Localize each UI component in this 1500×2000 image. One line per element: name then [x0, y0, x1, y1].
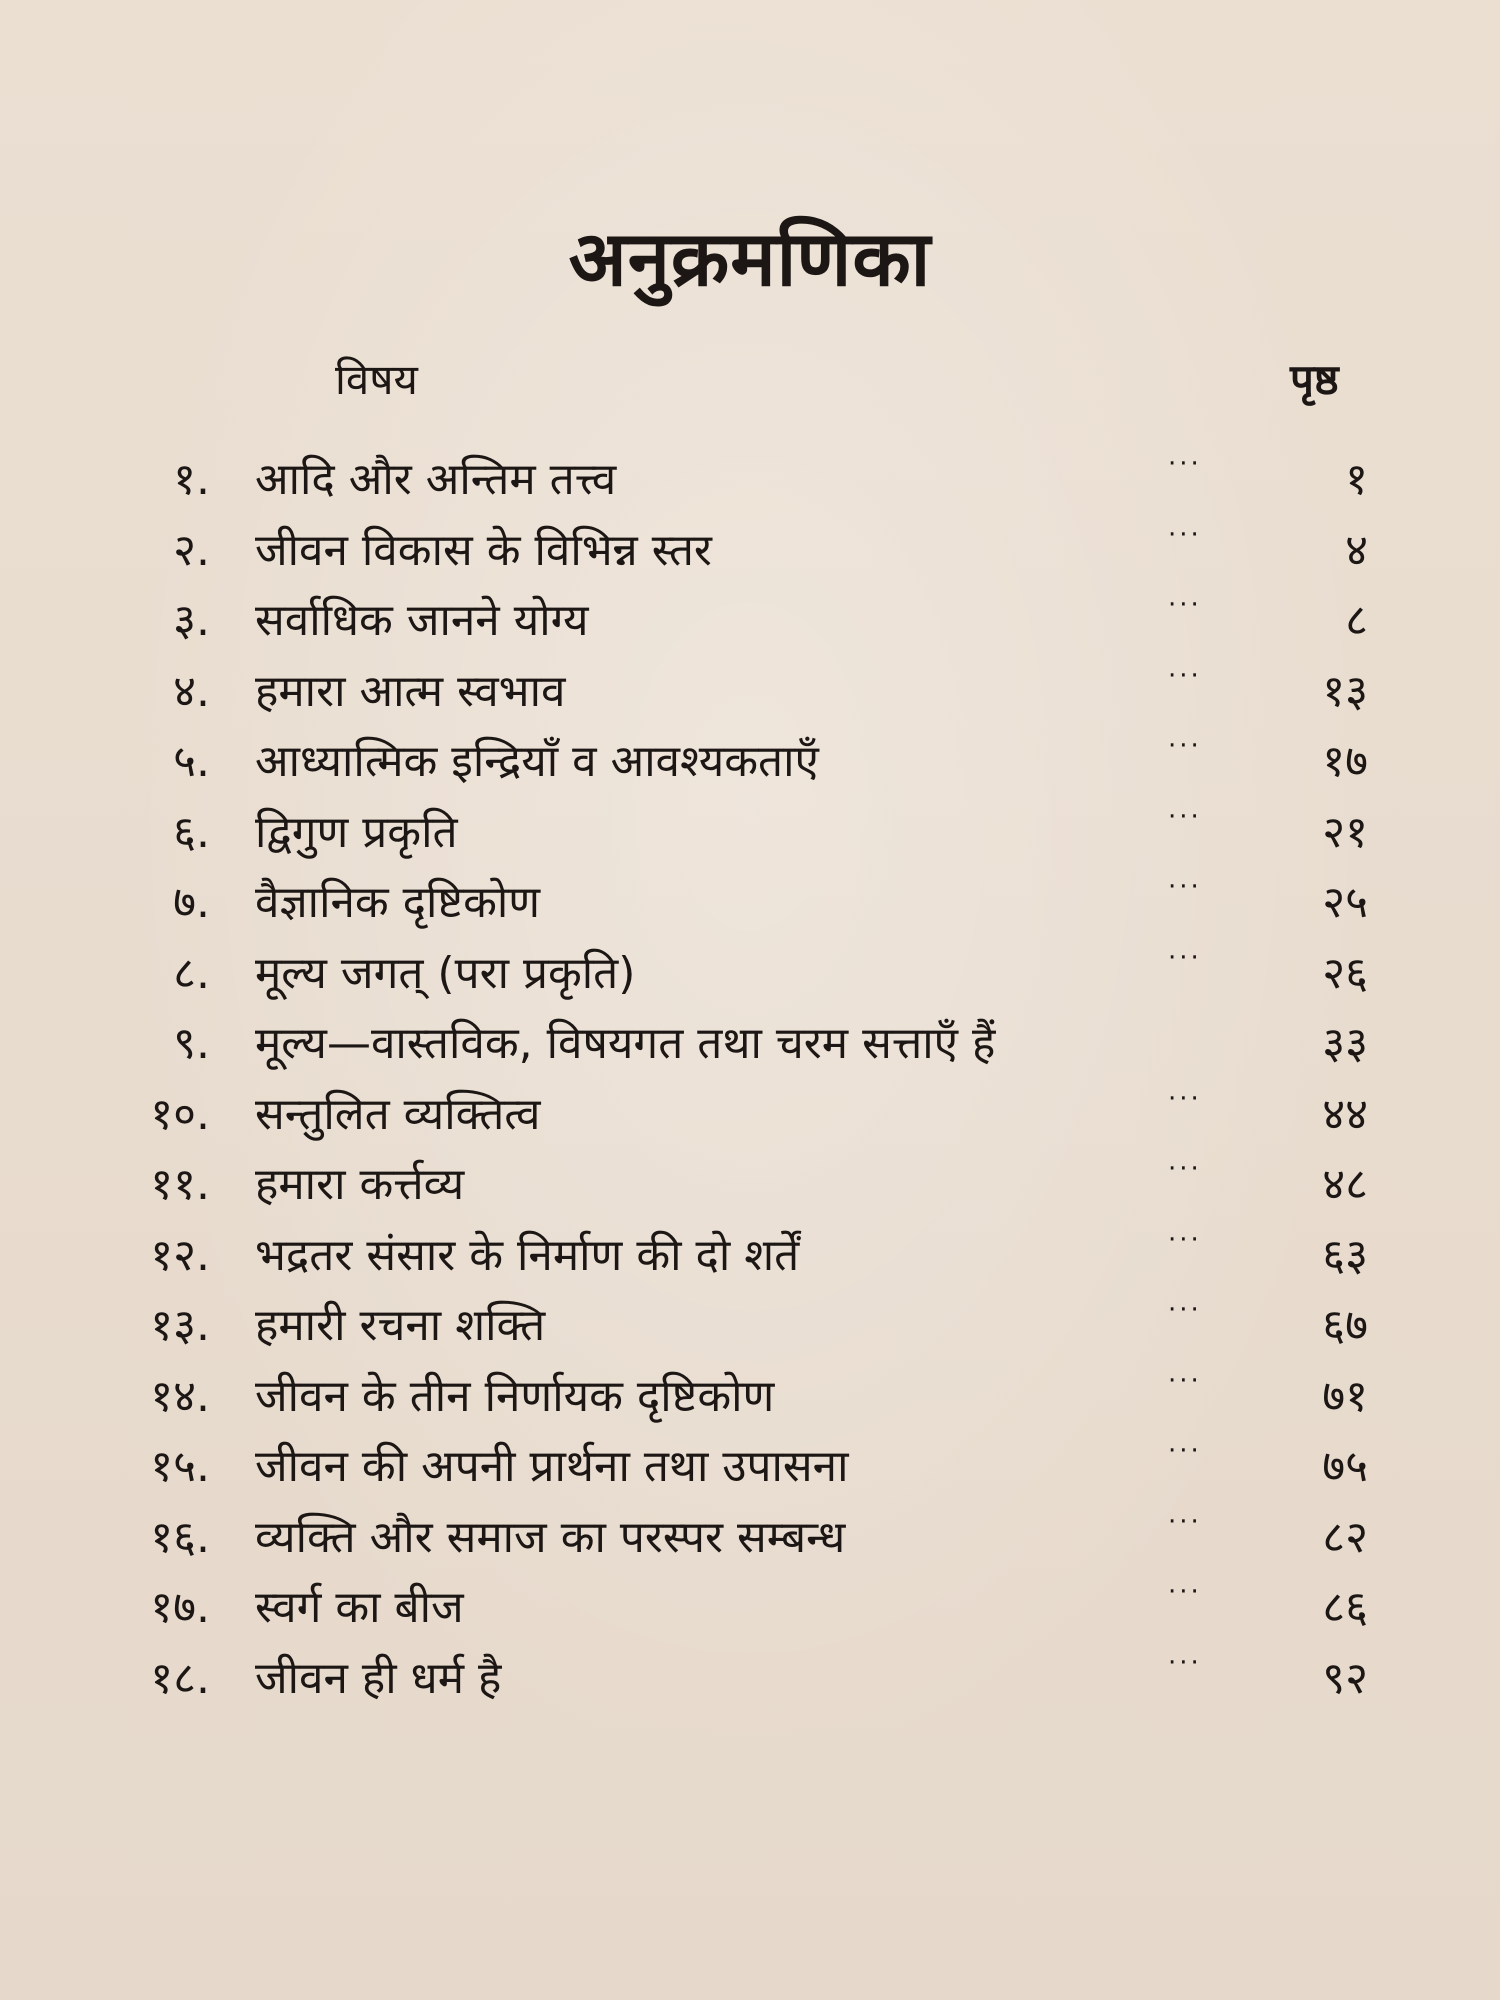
toc-entry: [0, 1362, 1500, 1433]
toc-entry: [0, 939, 1500, 1010]
toc-entry: [0, 868, 1500, 939]
toc-entry-page-number: २१: [1322, 806, 1368, 858]
toc-entry-title: जीवन के तीन निर्णायक दृष्टिकोण: [255, 1370, 775, 1422]
toc-entry-number: ८.: [173, 947, 210, 999]
toc-entry: [0, 657, 1500, 728]
toc-entry-page-number: १३: [1322, 665, 1368, 717]
toc-entry-number: ११.: [150, 1159, 210, 1210]
toc-entry: [0, 1432, 1500, 1503]
page-column-header: पृष्ठ: [1290, 355, 1339, 404]
toc-entry-title: व्यक्ति और समाज का परस्पर सम्बन्ध: [255, 1511, 846, 1563]
toc-entry: [0, 1150, 1500, 1221]
toc-entry-title: जीवन की अपनी प्रार्थना तथा उपासना: [255, 1441, 849, 1492]
toc-entry-number: १७.: [150, 1582, 210, 1633]
toc-entry-leader-dots: ···: [1168, 872, 1202, 902]
toc-entry-number: ७.: [173, 877, 210, 928]
toc-entry-title: वैज्ञानिक दृष्टिकोण: [255, 877, 541, 928]
toc-entry-title: स्वर्ग का बीज: [255, 1582, 464, 1633]
toc-entry-title: हमारी रचना शक्ति: [255, 1300, 546, 1351]
table-of-contents: [0, 445, 1500, 1714]
toc-entry-number: १४.: [150, 1370, 210, 1422]
toc-entry-page-number: ६७: [1322, 1300, 1368, 1351]
toc-entry-number: ५.: [173, 736, 210, 787]
toc-entry: [0, 586, 1500, 657]
toc-entry-number: २.: [173, 524, 210, 576]
toc-entry-number: १८.: [150, 1652, 210, 1704]
subject-column-header: विषय: [335, 355, 418, 404]
toc-entry-number: ६.: [173, 806, 210, 858]
toc-entry: [0, 516, 1500, 587]
toc-entry-page-number: १७: [1322, 736, 1368, 787]
toc-entry-leader-dots: ···: [1168, 1295, 1202, 1325]
toc-entry-page-number: २६: [1322, 947, 1368, 999]
toc-entry-leader-dots: ···: [1168, 1083, 1202, 1114]
page-title: अनुक्रमणिका: [568, 214, 932, 303]
toc-entry: [0, 798, 1500, 869]
toc-entry-title: मूल्य जगत् (परा प्रकृति): [255, 947, 636, 999]
toc-entry: [0, 1291, 1500, 1362]
toc-entry-page-number: ७१: [1322, 1370, 1368, 1422]
toc-entry-number: १०.: [150, 1088, 210, 1140]
toc-entry-number: ४.: [173, 665, 210, 717]
toc-entry-leader-dots: ···: [1168, 1154, 1202, 1184]
toc-entry-title: सर्वाधिक जानने योग्य: [255, 595, 589, 646]
toc-entry: [0, 1221, 1500, 1292]
toc-entry: [0, 445, 1500, 516]
toc-entry-leader-dots: ···: [1168, 1436, 1202, 1466]
toc-entry-number: १.: [173, 454, 210, 505]
toc-entry: [0, 727, 1500, 798]
toc-entry-title: मूल्य—वास्तविक, विषयगत तथा चरम सत्ताएँ हैं: [255, 1018, 996, 1069]
toc-entry-page-number: ४४: [1322, 1088, 1368, 1140]
toc-entry-number: १३.: [150, 1300, 210, 1351]
toc-entry-number: ३.: [173, 595, 210, 646]
toc-entry-page-number: ८: [1345, 595, 1368, 646]
toc-entry-leader-dots: ···: [1168, 660, 1202, 691]
toc-entry-page-number: ९२: [1322, 1652, 1368, 1704]
toc-entry-number: १२.: [150, 1229, 210, 1281]
toc-entry-page-number: ४८: [1322, 1159, 1368, 1210]
toc-entry: [0, 1573, 1500, 1644]
toc-entry-page-number: २५: [1322, 877, 1368, 928]
toc-entry-title: आदि और अन्तिम तत्त्व: [255, 454, 617, 505]
toc-entry-number: १५.: [150, 1441, 210, 1492]
toc-entry: [0, 1644, 1500, 1715]
toc-entry-page-number: ४: [1345, 524, 1368, 576]
toc-entry: [0, 1009, 1500, 1080]
toc-entry-title: आध्यात्मिक इन्द्रियाँ व आवश्यकताएँ: [255, 736, 819, 787]
toc-entry-title: हमारा कर्त्तव्य: [255, 1159, 465, 1210]
toc-entry-leader-dots: ···: [1168, 1577, 1202, 1607]
toc-entry-number: ९.: [173, 1018, 210, 1069]
toc-entry-title: सन्तुलित व्यक्तित्व: [255, 1088, 541, 1140]
toc-entry-page-number: ८६: [1322, 1582, 1368, 1633]
toc-entry-leader-dots: ···: [1168, 731, 1202, 761]
toc-entry-title: जीवन ही धर्म है: [255, 1652, 502, 1704]
toc-entry: [0, 1503, 1500, 1574]
toc-entry-leader-dots: ···: [1168, 942, 1202, 973]
toc-entry-page-number: १: [1345, 454, 1368, 505]
toc-entry-leader-dots: ···: [1168, 1224, 1202, 1255]
toc-entry-leader-dots: ···: [1168, 590, 1202, 620]
toc-entry-leader-dots: ···: [1168, 1506, 1202, 1537]
toc-entry-page-number: ८२: [1322, 1511, 1368, 1563]
toc-entry-leader-dots: ···: [1168, 1647, 1202, 1678]
toc-entry: [0, 1080, 1500, 1151]
toc-entry-number: १६.: [150, 1511, 210, 1563]
toc-entry-leader-dots: ···: [1168, 449, 1202, 479]
toc-entry-title: भद्रतर संसार के निर्माण की दो शर्तें: [255, 1229, 800, 1281]
toc-entry-page-number: ३३: [1322, 1018, 1368, 1069]
toc-entry-leader-dots: ···: [1168, 1365, 1202, 1396]
toc-entry-leader-dots: ···: [1168, 519, 1202, 550]
toc-entry-title: जीवन विकास के विभिन्न स्तर: [255, 524, 712, 576]
toc-entry-title: हमारा आत्म स्वभाव: [255, 665, 566, 717]
toc-entry-title: द्विगुण प्रकृति: [255, 806, 458, 858]
toc-entry-leader-dots: ···: [1168, 801, 1202, 832]
toc-entry-page-number: ७५: [1322, 1441, 1368, 1492]
toc-entry-page-number: ६३: [1322, 1229, 1368, 1281]
